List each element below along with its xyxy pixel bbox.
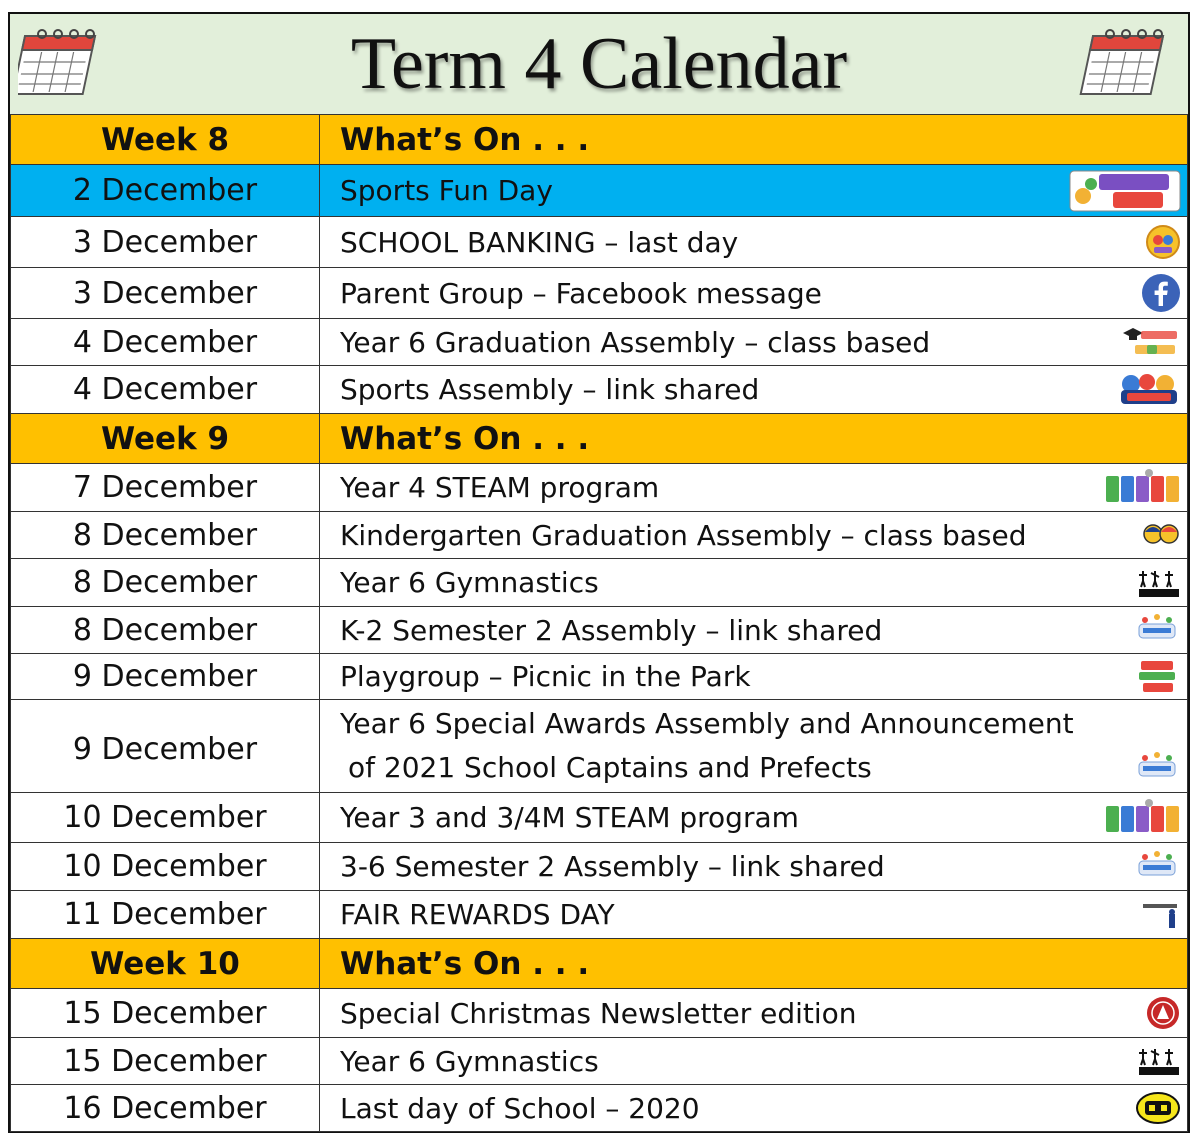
event-cell — [320, 700, 1188, 793]
whats-on-label: What’s On . . . — [320, 414, 1188, 464]
event-text: Year 6 Gymnastics — [340, 1044, 599, 1078]
event-cell — [320, 607, 1188, 654]
sports-day-icon — [1069, 170, 1181, 212]
school-out-icon — [1135, 1091, 1181, 1125]
event-cell — [320, 793, 1188, 843]
sports-icon — [1117, 372, 1181, 408]
event-cell — [320, 512, 1188, 559]
date-cell: 2 December — [11, 165, 320, 217]
event-cell — [320, 464, 1188, 512]
table-row — [11, 843, 1188, 891]
event-text: 3-6 Semester 2 Assembly – link shared — [340, 850, 885, 883]
date-cell: 4 December — [11, 366, 320, 414]
event-cell — [320, 843, 1188, 891]
assembly-icon — [1133, 849, 1181, 885]
whats-on-label: What’s On . . . — [320, 939, 1188, 989]
table-row — [11, 165, 1188, 217]
date-cell — [11, 700, 320, 793]
picnic-icon — [1133, 658, 1181, 696]
event-text: Kindergarten Graduation Assembly – class based — [340, 518, 1027, 552]
event-line-2: of 2021 School Captains and Prefects — [348, 751, 872, 784]
week-label: Week 8 — [11, 115, 320, 165]
table-row — [11, 607, 1188, 654]
event-cell — [320, 989, 1188, 1038]
date-cell: 9 December — [11, 654, 320, 700]
table-row — [11, 268, 1188, 319]
calendar-icon — [1074, 22, 1174, 106]
event-cell — [320, 891, 1188, 939]
date-cell: 11 December — [11, 891, 320, 939]
facebook-icon — [1141, 273, 1181, 313]
table-row — [11, 891, 1188, 939]
week-label: Week 9 — [11, 414, 320, 464]
event-text: Year 4 STEAM program — [340, 471, 660, 504]
week-header-row — [11, 414, 1188, 464]
date-cell: 7 December — [11, 464, 320, 512]
kids-icon — [1141, 520, 1181, 550]
date-cell: 3 December — [11, 268, 320, 319]
event-text: Last day of School – 2020 — [340, 1091, 700, 1125]
table-row — [11, 366, 1188, 414]
event-text: Sports Assembly – link shared — [340, 373, 760, 406]
event-text: Sports Fun Day — [340, 174, 553, 207]
week-header-row — [11, 115, 1188, 165]
gymnastics-icon — [1137, 567, 1181, 599]
title-bar — [10, 14, 1188, 116]
event-cell — [320, 319, 1188, 366]
whats-on-label: What’s On . . . — [320, 115, 1188, 165]
assembly-icon — [1133, 750, 1181, 786]
table-row — [11, 1085, 1188, 1132]
date-cell: 10 December — [11, 793, 320, 843]
table-row — [11, 319, 1188, 366]
event-text: FAIR REWARDS DAY — [340, 898, 615, 931]
assembly-icon — [1133, 612, 1181, 648]
week-label: Week 10 — [11, 939, 320, 989]
date-cell: 8 December — [11, 559, 320, 607]
event-text — [340, 702, 1187, 790]
steam-icon — [1103, 798, 1181, 838]
table-row — [11, 700, 1188, 793]
event-cell — [320, 559, 1188, 607]
table-row — [11, 654, 1188, 700]
date-cell: 15 December — [11, 989, 320, 1038]
event-cell — [320, 366, 1188, 414]
event-cell — [320, 1085, 1188, 1132]
date-cell: 8 December — [11, 607, 320, 654]
date-cell: 8 December — [11, 512, 320, 559]
table-row — [11, 989, 1188, 1038]
date-cell: 3 December — [11, 217, 320, 268]
event-line-1: Year 6 Special Awards Assembly and Announcement — [340, 707, 1074, 740]
event-text: SCHOOL BANKING – last day — [340, 225, 739, 259]
event-cell — [320, 268, 1188, 319]
gymnastics-icon — [1137, 1045, 1181, 1077]
calendar-table — [10, 114, 1188, 1132]
table-row — [11, 1038, 1188, 1085]
steam-icon — [1103, 468, 1181, 508]
event-cell — [320, 654, 1188, 700]
event-cell — [320, 217, 1188, 268]
event-text: Playgroup – Picnic in the Park — [340, 660, 751, 693]
date-cell: 16 December — [11, 1085, 320, 1132]
date-text: 9 December — [72, 731, 258, 767]
date-cell: 15 December — [11, 1038, 320, 1085]
page-title: Term 4 Calendar — [350, 23, 848, 105]
table-row — [11, 559, 1188, 607]
calendar-frame — [8, 12, 1190, 1133]
table-row — [11, 217, 1188, 268]
week-header-row — [11, 939, 1188, 989]
table-row — [11, 464, 1188, 512]
school-banking-icon — [1145, 224, 1181, 260]
date-cell: 4 December — [11, 319, 320, 366]
event-cell — [320, 1038, 1188, 1085]
event-text: Year 6 Graduation Assembly – class based — [340, 325, 931, 359]
newsletter-icon — [1145, 995, 1181, 1031]
event-cell — [320, 165, 1188, 217]
event-text: Year 3 and 3/4M STEAM program — [340, 801, 799, 834]
rewards-icon — [1139, 898, 1181, 932]
date-cell: 10 December — [11, 843, 320, 891]
event-text: K-2 Semester 2 Assembly – link shared — [340, 613, 883, 647]
event-text: Parent Group – Facebook message — [340, 276, 822, 310]
graduation-day-icon — [1117, 323, 1181, 361]
event-text: Special Christmas Newsletter edition — [340, 996, 857, 1030]
table-row — [11, 793, 1188, 843]
event-text: Year 6 Gymnastics — [340, 566, 599, 599]
table-row — [11, 512, 1188, 559]
